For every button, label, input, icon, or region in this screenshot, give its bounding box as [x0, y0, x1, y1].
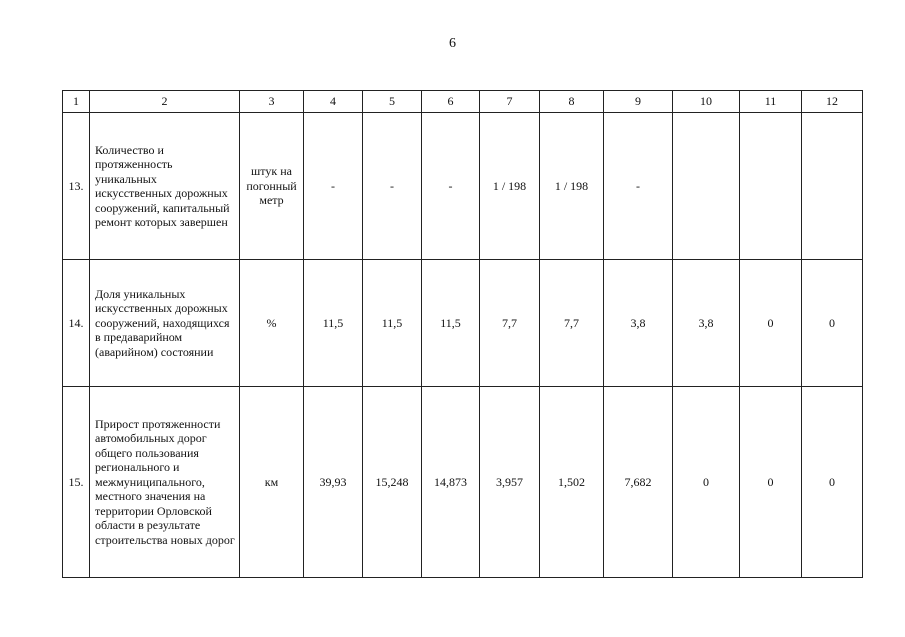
row-number: 14.	[63, 260, 90, 387]
value-cell: 0	[740, 387, 802, 578]
value-cell: 39,93	[304, 387, 363, 578]
value-cell: 7,7	[540, 260, 604, 387]
page-number: 6	[449, 36, 456, 51]
table-row	[63, 260, 863, 387]
value-cell: 14,873	[422, 387, 480, 578]
header-cell: 12	[802, 91, 863, 113]
value-cell: 7,7	[480, 260, 540, 387]
header-cell: 6	[422, 91, 480, 113]
value-cell: 1 / 198	[480, 113, 540, 260]
value-cell	[673, 113, 740, 260]
value-cell: -	[363, 113, 422, 260]
value-cell	[740, 113, 802, 260]
value-cell: 0	[740, 260, 802, 387]
value-cell: 0	[802, 387, 863, 578]
unit-cell: км	[240, 387, 304, 578]
value-cell: 1,502	[540, 387, 604, 578]
header-row	[63, 91, 863, 113]
header-cell: 11	[740, 91, 802, 113]
indicator-name: Доля уникальных искусственных дорожных сооружений, находящихся в предаварийном (аварийном) состоянии	[90, 260, 240, 387]
row-number: 15.	[63, 387, 90, 578]
header-cell: 1	[63, 91, 90, 113]
value-cell: -	[422, 113, 480, 260]
value-cell: 11,5	[422, 260, 480, 387]
value-cell: 7,682	[604, 387, 673, 578]
header-cell: 3	[240, 91, 304, 113]
header-cell: 8	[540, 91, 604, 113]
header-cell: 10	[673, 91, 740, 113]
value-cell: -	[304, 113, 363, 260]
value-cell: 11,5	[363, 260, 422, 387]
table-row	[63, 113, 863, 260]
indicators-table	[62, 90, 863, 578]
header-cell: 4	[304, 91, 363, 113]
header-cell: 9	[604, 91, 673, 113]
unit-cell: штук на погонный метр	[240, 113, 304, 260]
header-cell: 2	[90, 91, 240, 113]
indicator-name: Прирост протяженности автомобильных дорог общего пользования регионального и межмуниципального, местного значения на территории Орловской области в результате строительства новых дорог	[90, 387, 240, 578]
unit-cell: %	[240, 260, 304, 387]
value-cell: 11,5	[304, 260, 363, 387]
value-cell: 3,957	[480, 387, 540, 578]
row-number: 13.	[63, 113, 90, 260]
value-cell	[802, 113, 863, 260]
header-cell: 7	[480, 91, 540, 113]
table-row	[63, 387, 863, 578]
value-cell: 1 / 198	[540, 113, 604, 260]
value-cell: 15,248	[363, 387, 422, 578]
value-cell: -	[604, 113, 673, 260]
value-cell: 3,8	[673, 260, 740, 387]
header-cell: 5	[363, 91, 422, 113]
value-cell: 0	[802, 260, 863, 387]
value-cell: 0	[673, 387, 740, 578]
indicator-name: Количество и протяженность уникальных искусственных дорожных сооружений, капитальный ремонт которых завершен	[90, 113, 240, 260]
value-cell: 3,8	[604, 260, 673, 387]
